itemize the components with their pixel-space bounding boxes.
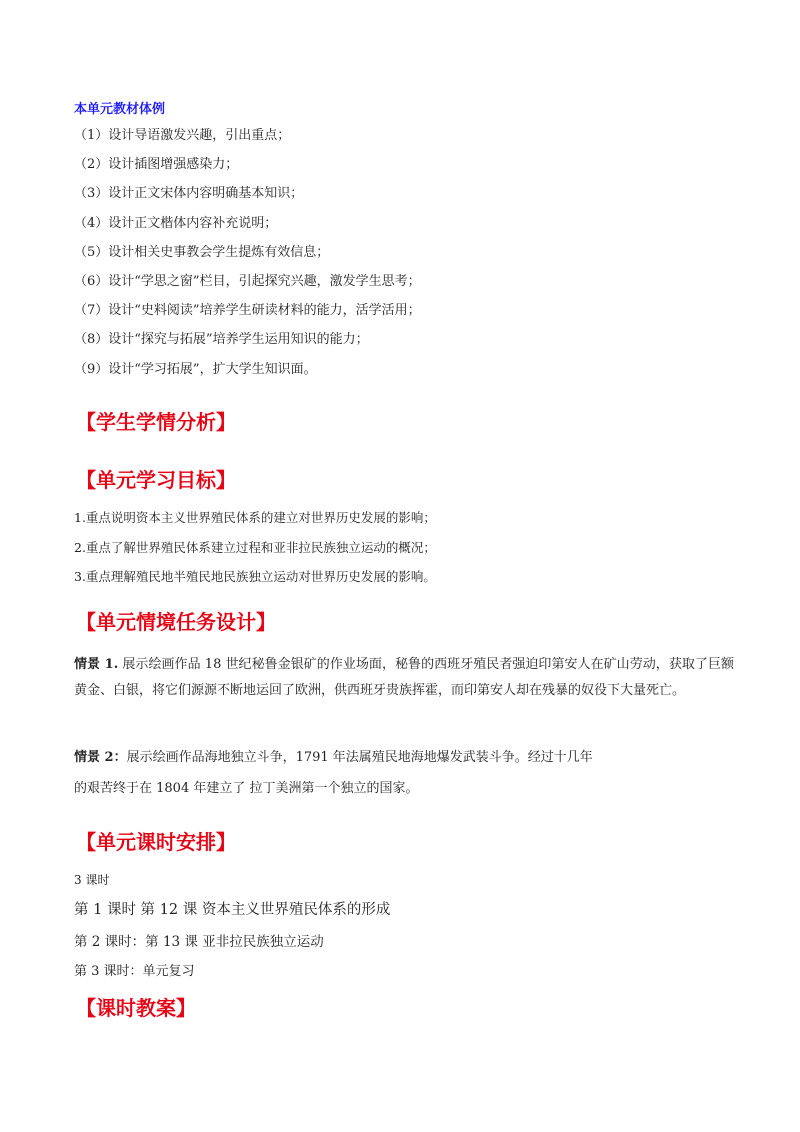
schedule-item: 第 1 课时 第 12 课 资本主义世界殖民体系的形成 (74, 902, 391, 918)
unit-goals-heading: 【单元学习目标】 (76, 468, 236, 492)
schedule-heading: 【单元课时安排】 (76, 830, 236, 854)
textbook-examples-list (74, 126, 421, 389)
scenario-2-text: 展示绘画作品海地独立斗争，1791 年法属殖民地海地爆发武装斗争。经过十几年 (126, 750, 593, 765)
schedule-item: 第 3 课时：单元复习 (74, 964, 195, 979)
scenario-1-paragraph (74, 652, 734, 704)
list-item: （4）设计正文楷体内容补充说明； (74, 215, 278, 231)
schedule-item: 第 2 课时：第 13 课 亚非拉民族独立运动 (74, 934, 324, 950)
list-item: 1.重点说明资本主义世界殖民体系的建立对世界历史发展的影响； (74, 510, 436, 525)
list-item: （9）设计“学习拓展”，扩大学生知识面。 (74, 361, 317, 377)
scenario-design-heading: 【单元情境任务设计】 (76, 610, 276, 634)
scenario-2-paragraph (74, 745, 734, 771)
unit-goals-list (74, 508, 436, 597)
scenario-1-label: 情景 1. (74, 657, 119, 672)
list-item: （3）设计正文宋体内容明确基本知识； (74, 186, 304, 202)
list-item: （6）设计“学思之窗”栏目，引起探究兴趣，激发学生思考； (74, 273, 421, 289)
student-analysis-heading: 【学生学情分析】 (76, 410, 236, 434)
scenario-2-continued: 的艰苦终于在 1804 年建立了 拉丁美洲第一个独立的国家。 (74, 781, 419, 796)
list-item: （1）设计导语激发兴趣，引出重点； (74, 128, 291, 143)
list-item: （7）设计“史料阅读”培养学生研读材料的能力，活学活用； (74, 303, 421, 319)
schedule-count: 3 课时 (74, 873, 110, 887)
list-item: （5）设计相关史事教会学生提炼有效信息； (74, 244, 330, 260)
scenario-1-text: 展示绘画作品 18 世纪秘鲁金银矿的作业场面，秘鲁的西班牙殖民者强迫印第安人在矿山劳动，获取了巨额黄金、白银，将它们源源不断地运回了欧洲，供西班牙贵族挥霍，而印第安人却在残暴的奴役下大量死亡。 (74, 657, 734, 698)
list-item: 3.重点理解殖民地半殖民地民族独立运动对世界历史发展的影响。 (74, 569, 436, 584)
list-item: （8）设计“探究与拓展”培养学生运用知识的能力； (74, 332, 369, 348)
list-item: 2.重点了解世界殖民体系建立过程和亚非拉民族独立运动的概况； (74, 539, 436, 555)
scenario-2-label: 情景 2： (74, 750, 127, 765)
list-item: （2）设计插图增强感染力； (74, 157, 239, 173)
lesson-plans-heading: 【课时教案】 (76, 996, 196, 1020)
textbook-examples-heading: 本单元教材体例 (74, 102, 166, 117)
